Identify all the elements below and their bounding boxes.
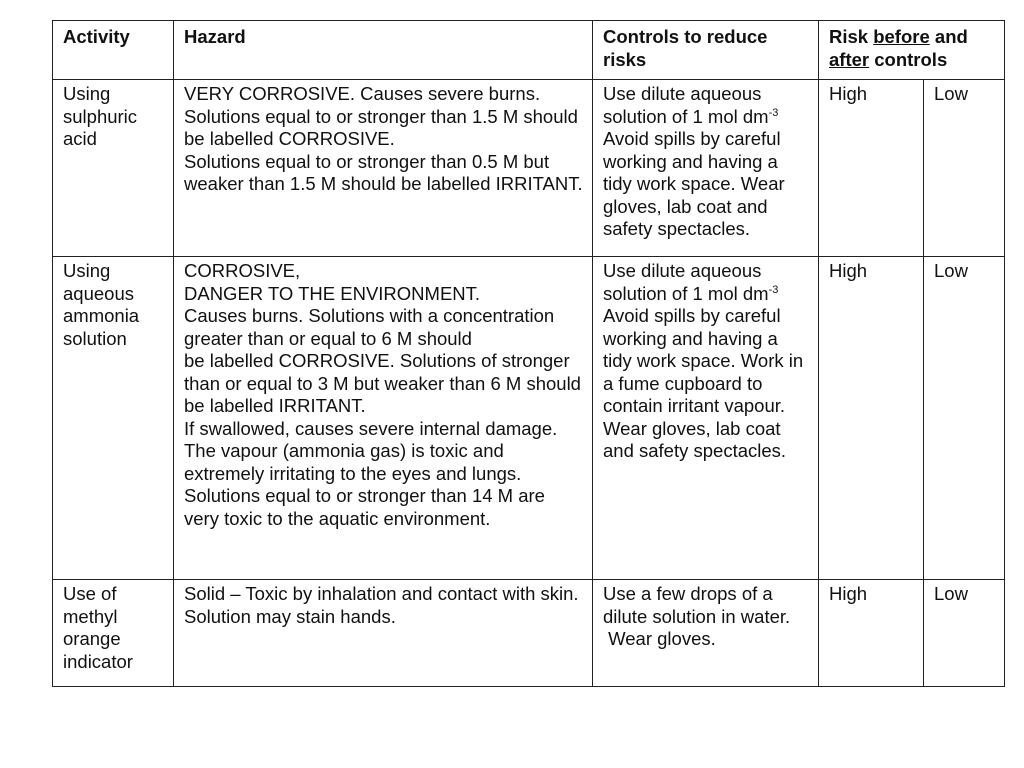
- controls-cell: [593, 80, 819, 257]
- header-risk: [819, 21, 1005, 80]
- header-activity: Activity: [53, 21, 174, 80]
- header-hazard: Hazard: [174, 21, 593, 80]
- table-row: [53, 257, 1005, 580]
- header-row: [53, 21, 1005, 80]
- controls-text: Use dilute aqueous solution of 1 mol dm: [603, 260, 769, 304]
- risk-before-cell: High: [819, 580, 924, 687]
- controls-text: Use dilute aqueous solution of 1 mol dm: [603, 83, 769, 127]
- table-row: [53, 580, 1005, 687]
- hazard-line: be labelled CORROSIVE. Solutions of stronger than or equal to 3 M but weaker than 6 M should be labelled IRRITANT.: [184, 350, 581, 416]
- risk-before-cell: High: [819, 257, 924, 580]
- controls-cell: [593, 257, 819, 580]
- controls-text-continued: Avoid spills by careful working and having a tidy work space. Work in a fume cupboard to contain irritant vapour. Wear gloves, lab coat and safety spectacles.: [603, 305, 804, 461]
- risk-after-cell: Low: [924, 257, 1005, 580]
- risk-after-cell: Low: [924, 580, 1005, 687]
- hazard-cell: [174, 257, 593, 580]
- hazard-line: The vapour (ammonia gas) is toxic and extremely irritating to the eyes and lungs.: [184, 440, 522, 484]
- header-risk-prefix: Risk: [829, 26, 874, 47]
- hazard-line: VERY CORROSIVE. Causes severe burns.: [184, 83, 541, 104]
- hazard-line: Solutions equal to or stronger than 14 M are very toxic to the aquatic environment.: [184, 485, 545, 529]
- risk-assessment-table: [52, 20, 1005, 687]
- header-risk-before: before: [873, 26, 930, 47]
- controls-cell: [593, 580, 819, 687]
- hazard-line: Causes burns. Solutions with a concentration greater than or equal to 6 M should: [184, 305, 555, 349]
- hazard-line: Solutions equal to or stronger than 1.5 M should be labelled CORROSIVE.: [184, 105, 578, 149]
- controls-text: Use a few drops of a dilute solution in water.: [603, 583, 791, 627]
- header-risk-after: after: [829, 48, 870, 70]
- header-controls: Controls to reduce risks: [593, 21, 819, 80]
- hazard-line: Solid – Toxic by inhalation and contact with skin. Solution may stain hands.: [184, 583, 579, 627]
- hazard-line: DANGER TO THE ENVIRONMENT.: [184, 282, 481, 304]
- activity-cell: Use of methyl orange indicator: [53, 580, 174, 687]
- header-risk-suffix: controls: [869, 48, 948, 70]
- table-row: [53, 80, 1005, 257]
- hazard-line: Solutions equal to or stronger than 0.5 M but weaker than 1.5 M should be labelled IRRITANT.: [184, 150, 583, 194]
- controls-text-continued: Wear gloves.: [603, 628, 716, 649]
- risk-after-cell: Low: [924, 80, 1005, 257]
- activity-cell: Using sulphuric acid: [53, 80, 174, 257]
- hazard-line: CORROSIVE,: [184, 260, 301, 281]
- controls-superscript: -3: [768, 106, 779, 119]
- hazard-cell: [174, 80, 593, 257]
- hazard-cell: [174, 580, 593, 687]
- controls-superscript: -3: [768, 283, 779, 296]
- risk-before-cell: High: [819, 80, 924, 257]
- activity-cell: Using aqueous ammonia solution: [53, 257, 174, 580]
- hazard-line: If swallowed, causes severe internal damage.: [184, 417, 558, 439]
- header-risk-and: and: [929, 26, 968, 47]
- controls-text-continued: Avoid spills by careful working and having a tidy work space. Wear gloves, lab coat and safety spectacles.: [603, 128, 785, 239]
